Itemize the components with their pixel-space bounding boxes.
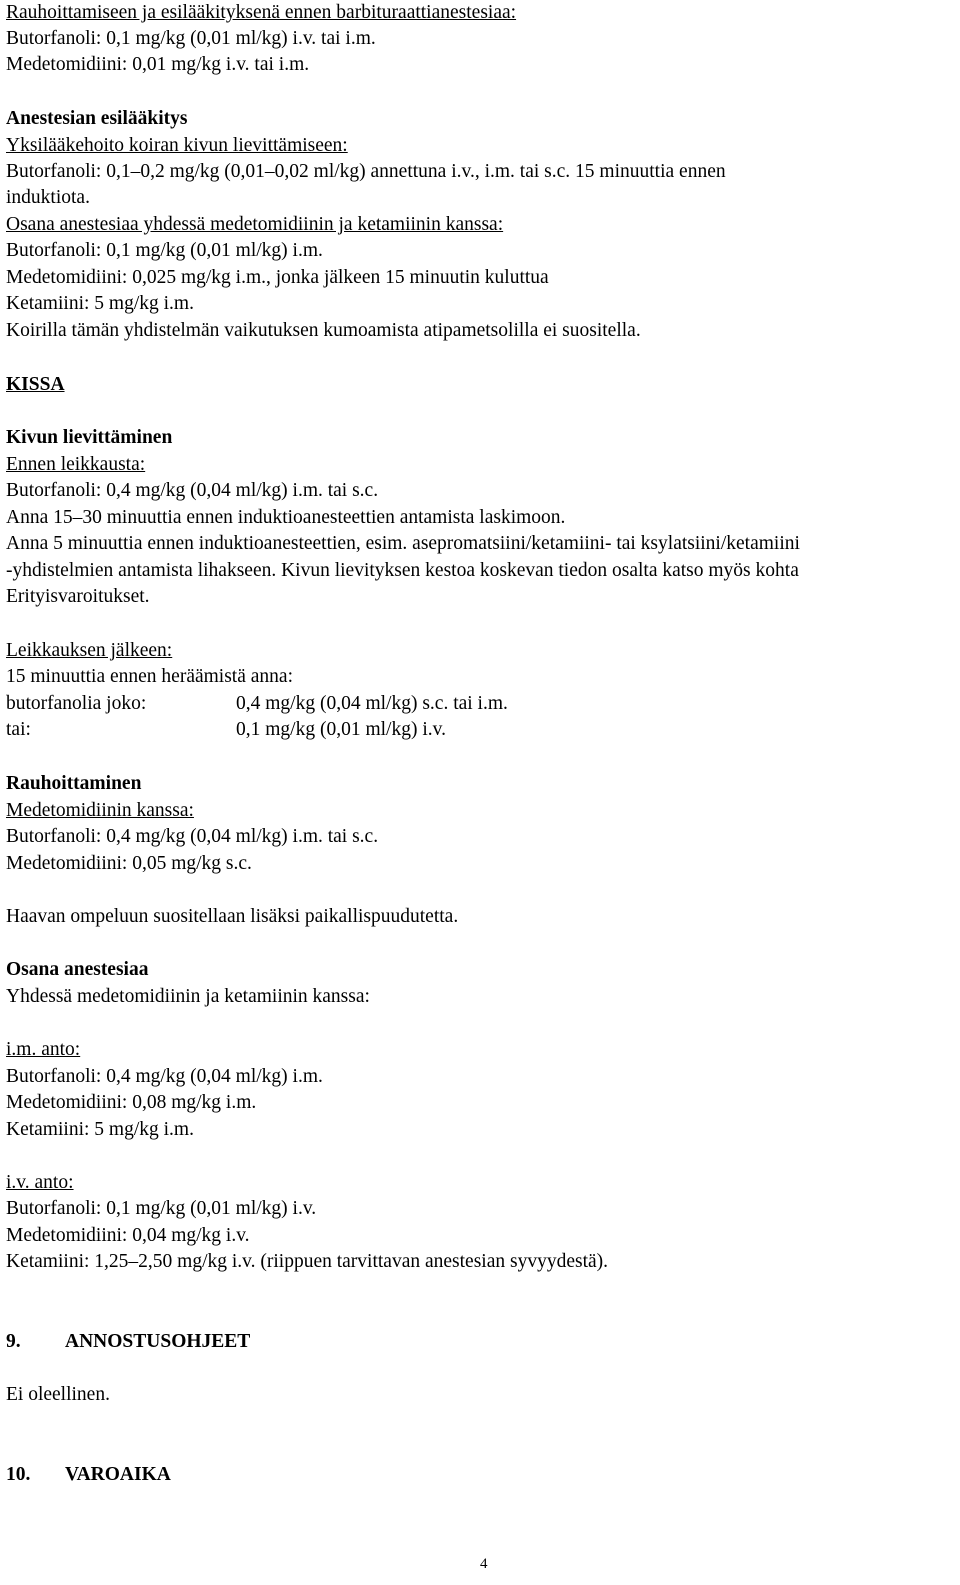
text-line: induktiota. <box>6 187 90 208</box>
section-number: 9. <box>6 1331 21 1352</box>
text-line: Medetomidiini: 0,025 mg/kg i.m., jonka jälkeen 15 minuutin kuluttua <box>6 267 549 288</box>
subheading-im-route: i.m. anto: <box>6 1039 81 1060</box>
dose-label: butorfanolia joko: <box>6 693 147 714</box>
subheading-iv-route: i.v. anto: <box>6 1172 74 1193</box>
subheading-sedation: Rauhoittamiseen ja esilääkityksenä ennen barbituraattianestesiaa: <box>6 2 517 23</box>
heading-anesthesia-premedication: Anestesian esilääkitys <box>6 108 188 129</box>
dose-value: 0,1 mg/kg (0,01 ml/kg) i.v. <box>236 719 446 740</box>
subheading-monotherapy: Yksilääkehoito koiran kivun lievittämiseen: <box>6 135 348 156</box>
text-line: Haavan ompeluun suositellaan lisäksi paikallispuudutetta. <box>6 906 459 927</box>
heading-cat: KISSA <box>6 374 65 395</box>
text-line: Butorfanoli: 0,4 mg/kg (0,04 ml/kg) i.m. <box>6 1066 323 1087</box>
text-line: Anna 15–30 minuuttia ennen induktioanesteettien antamista laskimoon. <box>6 507 566 528</box>
section-title: ANNOSTUSOHJEET <box>65 1331 251 1352</box>
dose-label: tai: <box>6 719 31 740</box>
text-line: Yhdessä medetomidiinin ja ketamiinin kanssa: <box>6 986 370 1007</box>
section-heading-9 <box>6 1329 406 1355</box>
text-line: Erityisvaroitukset. <box>6 586 150 607</box>
subheading-before-surgery: Ennen leikkausta: <box>6 454 146 475</box>
dose-row <box>6 691 906 717</box>
text-line: Medetomidiini: 0,08 mg/kg i.m. <box>6 1092 257 1113</box>
subheading-combination: Osana anestesiaa yhdessä medetomidiinin ja ketamiinin kanssa: <box>6 214 504 235</box>
dose-row <box>6 717 906 743</box>
heading-sedation: Rauhoittaminen <box>6 773 142 794</box>
text-line: Butorfanoli: 0,4 mg/kg (0,04 ml/kg) i.m. tai s.c. <box>6 826 379 847</box>
section-title: VAROAIKA <box>65 1464 171 1485</box>
text-line: -yhdistelmien antamista lihakseen. Kivun lievityksen kestoa koskevan tiedon osalta katso myös kohta <box>6 560 799 581</box>
text-line: 15 minuuttia ennen heräämistä anna: <box>6 666 293 687</box>
text-line: Butorfanoli: 0,1–0,2 mg/kg (0,01–0,02 ml/kg) annettuna i.v., i.m. tai s.c. 15 minuuttia ennen <box>6 161 726 182</box>
section-heading-10 <box>6 1462 406 1488</box>
heading-pain-relief: Kivun lievittäminen <box>6 427 173 448</box>
text-line: Ketamiini: 1,25–2,50 mg/kg i.v. (riippuen tarvittavan anestesian syvyydestä). <box>6 1251 609 1272</box>
subheading-after-surgery: Leikkauksen jälkeen: <box>6 640 173 661</box>
text-line: Anna 5 minuuttia ennen induktioanesteettien, esim. asepromatsiini/ketamiini- tai ksylatsiini/ketamiini <box>6 533 800 554</box>
text-line: Ketamiini: 5 mg/kg i.m. <box>6 1119 194 1140</box>
text-line: Ketamiini: 5 mg/kg i.m. <box>6 293 194 314</box>
text-line: Medetomidiini: 0,05 mg/kg s.c. <box>6 853 252 874</box>
text-line: Medetomidiini: 0,01 mg/kg i.v. tai i.m. <box>6 54 310 75</box>
text-line: Medetomidiini: 0,04 mg/kg i.v. <box>6 1225 250 1246</box>
page-number: 4 <box>480 1556 488 1572</box>
heading-part-of-anesthesia: Osana anestesiaa <box>6 959 149 980</box>
text-line: Butorfanoli: 0,1 mg/kg (0,01 ml/kg) i.v. <box>6 1198 317 1219</box>
section-number: 10. <box>6 1464 31 1485</box>
subheading-with-medetomidine: Medetomidiinin kanssa: <box>6 800 194 821</box>
text-line: Butorfanoli: 0,4 mg/kg (0,04 ml/kg) i.m. tai s.c. <box>6 480 379 501</box>
text-line: Ei oleellinen. <box>6 1384 110 1405</box>
text-line: Butorfanoli: 0,1 mg/kg (0,01 ml/kg) i.v. tai i.m. <box>6 28 376 49</box>
text-line: Butorfanoli: 0,1 mg/kg (0,01 ml/kg) i.m. <box>6 240 323 261</box>
text-line: Koirilla tämän yhdistelmän vaikutuksen kumoamista atipametsolilla ei suositella. <box>6 320 641 341</box>
dose-value: 0,4 mg/kg (0,04 ml/kg) s.c. tai i.m. <box>236 693 508 714</box>
